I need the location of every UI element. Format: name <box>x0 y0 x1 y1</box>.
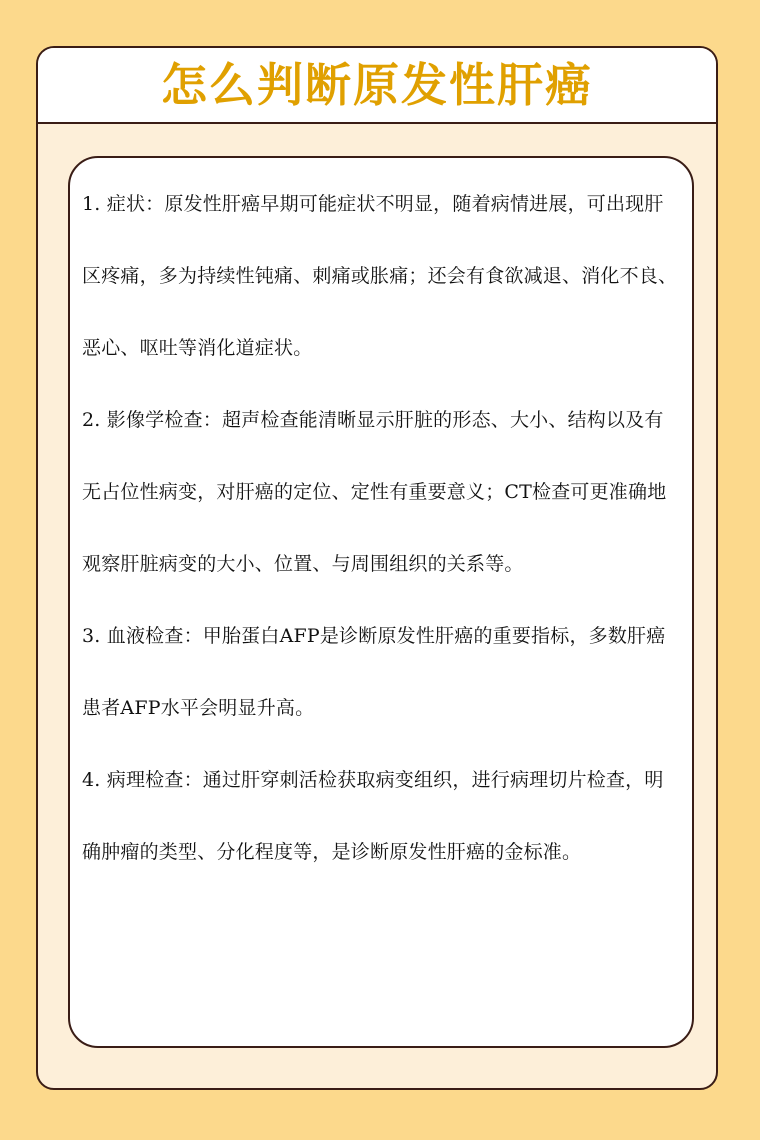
item-pathology: 4. 病理检查：通过肝穿刺活检获取病变组织，进行病理切片检查，明确肿瘤的类型、分化程度等，是诊断原发性肝癌的金标准。 <box>82 769 664 863</box>
item-blood-test: 3. 血液检查：甲胎蛋白AFP是诊断原发性肝癌的重要指标，多数肝癌患者AFP水平会明显升高。 <box>82 625 666 719</box>
article-card <box>36 46 718 1090</box>
page-title: 怎么判断原发性肝癌 <box>161 58 593 112</box>
item-imaging: 2. 影像学检查：超声检查能清晰显示肝脏的形态、大小、结构以及有无占位性病变，对肝癌的定位、定性有重要意义；CT检查可更准确地观察肝脏病变的大小、位置、与周围组织的关系等。 <box>82 409 667 575</box>
title-banner <box>38 48 716 124</box>
content-panel <box>68 156 694 1048</box>
item-symptoms: 1. 症状：原发性肝癌早期可能症状不明显，随着病情进展，可出现肝区疼痛，多为持续性钝痛、刺痛或胀痛；还会有食欲减退、消化不良、恶心、呕吐等消化道症状。 <box>82 193 678 359</box>
